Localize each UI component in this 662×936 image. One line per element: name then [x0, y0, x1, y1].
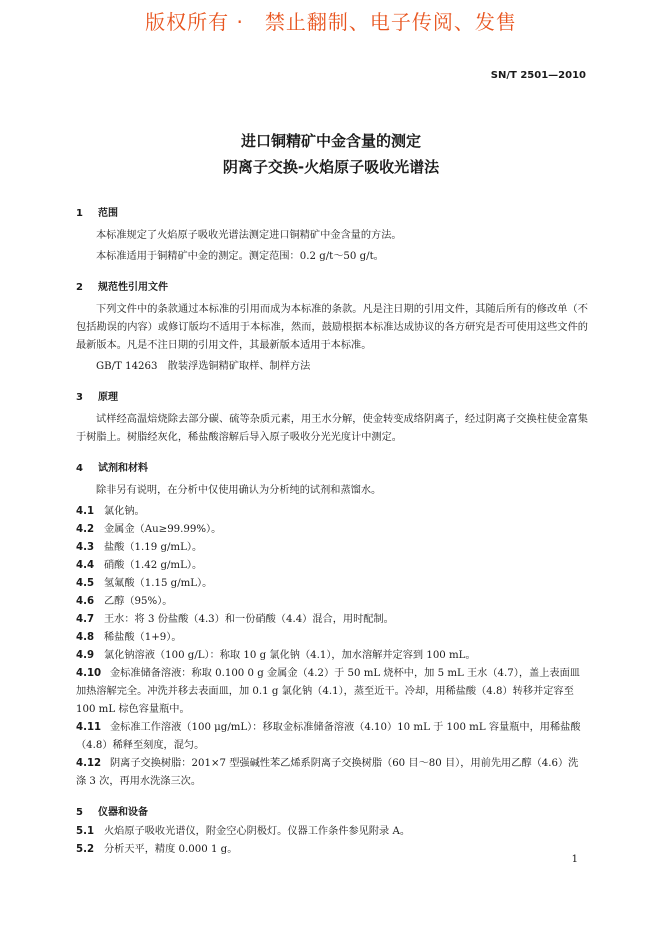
item-number: 4.12 — [76, 758, 102, 769]
list-item — [76, 647, 588, 665]
item-text: 金标准储备溶液：称取 0.100 0 g 金属金（4.2）于 50 mL 烧杯中，加 5 mL 王水（4.7），盖上表面皿加热溶解完全。冲洗并移去表面皿，加 0.1 g 氯化钠（4.1），蒸至近干。冷却，用稀盐酸（4.8）转移并定容至 100 mL 棕色容量瓶中。 — [76, 668, 580, 715]
item-number: 4.9 — [76, 650, 95, 661]
list-item — [76, 557, 588, 575]
section-title: 试剂和材料 — [98, 463, 148, 474]
item-text: 王水：将 3 份盐酸（4.3）和一份硝酸（4.4）混合，用时配制。 — [104, 614, 394, 625]
item-number: 4.1 — [76, 506, 95, 517]
page-number: 1 — [571, 854, 578, 865]
section-title: 仪器和设备 — [98, 807, 148, 818]
paragraph: 试样经高温焙烧除去部分碳、硫等杂质元素，用王水分解，使金转变成络阴离子，经过阴离子交换柱使金富集于树脂上。树脂经灰化，稀盐酸溶解后导入原子吸收分光光度计中测定。 — [76, 414, 588, 443]
list-item — [76, 823, 588, 841]
list-item — [76, 521, 588, 539]
item-text: 金标准工作溶液（100 μg/mL）：移取金标准储备溶液（4.10）10 mL 于 100 mL 容量瓶中，用稀盐酸（4.8）稀释至刻度，混匀。 — [76, 722, 581, 751]
item-number: 4.2 — [76, 524, 95, 535]
item-text: 氢氟酸（1.15 g/mL）。 — [104, 578, 213, 589]
title-line-1: 进口铜精矿中金含量的测定 — [240, 132, 421, 150]
list-item — [76, 611, 588, 629]
section-heading-scope — [76, 204, 588, 224]
section-heading-apparatus — [76, 803, 588, 823]
section-heading-reagents — [76, 459, 588, 479]
section-number: 4 — [76, 463, 83, 474]
list-item — [76, 755, 588, 791]
item-number: 4.7 — [76, 614, 95, 625]
copyright-watermark: 版权所有 · 禁止翻制、电子传阅、发售 — [145, 10, 517, 34]
item-number: 5.2 — [76, 844, 95, 855]
section-number: 5 — [76, 807, 83, 818]
item-text: 稀盐酸（1+9）。 — [104, 632, 182, 643]
list-item — [76, 719, 588, 755]
paragraph: 除非另有说明，在分析中仅使用确认为分析纯的试剂和蒸馏水。 — [96, 485, 382, 496]
section-heading-normative-references — [76, 278, 588, 298]
item-text: 乙醇（95%）。 — [104, 596, 173, 607]
item-text: 分析天平，精度 0.000 1 g。 — [104, 844, 238, 855]
item-number: 4.3 — [76, 542, 95, 553]
list-item — [76, 665, 588, 719]
document-body — [76, 204, 588, 859]
item-text: 阴离子交换树脂：201×7 型强碱性苯乙烯系阴离子交换树脂（60 目～80 目），用前先用乙醇（4.6）洗涤 3 次，再用水洗涤三次。 — [76, 758, 579, 787]
list-item — [76, 841, 588, 859]
section-number: 3 — [76, 392, 83, 403]
item-number: 4.8 — [76, 632, 95, 643]
item-text: 盐酸（1.19 g/mL）。 — [104, 542, 203, 553]
list-item — [76, 575, 588, 593]
list-item — [76, 503, 588, 521]
paragraph: 本标准适用于铜精矿中金的测定。测定范围：0.2 g/t～50 g/t。 — [96, 251, 384, 262]
document-title — [0, 128, 662, 180]
paragraph: 下列文件中的条款通过本标准的引用而成为本标准的条款。凡是注日期的引用文件，其随后所有的修改单（不包括勘误的内容）或修订版均不适用于本标准，然而，鼓励根据本标准达成协议的各方研究是否可使用这些文件的最新版本。凡是不注日期的引用文件，其最新版本适用于本标准。 — [76, 304, 588, 351]
item-number: 4.4 — [76, 560, 95, 571]
section-title: 范围 — [98, 208, 118, 219]
reference-entry: GB/T 14263 散装浮选铜精矿取样、制样方法 — [96, 361, 311, 372]
section-title: 规范性引用文件 — [98, 282, 168, 293]
section-title: 原理 — [98, 392, 118, 403]
item-text: 氯化钠溶液（100 g/L）：称取 10 g 氯化钠（4.1），加水溶解并定容到 100 mL。 — [104, 650, 476, 661]
item-text: 氯化钠。 — [104, 506, 145, 517]
list-item — [76, 629, 588, 647]
standard-code: SN/T 2501—2010 — [490, 70, 586, 81]
item-text: 金属金（Au≥99.99%）。 — [104, 524, 222, 535]
item-number: 4.5 — [76, 578, 95, 589]
list-item — [76, 593, 588, 611]
section-number: 1 — [76, 208, 83, 219]
paragraph: 本标准规定了火焰原子吸收光谱法测定进口铜精矿中金含量的方法。 — [96, 230, 402, 241]
item-number: 4.11 — [76, 722, 102, 733]
section-heading-principle — [76, 388, 588, 408]
item-text: 火焰原子吸收光谱仪，附金空心阴极灯。仪器工作条件参见附录 A。 — [104, 826, 411, 837]
title-line-2: 阴离子交换-火焰原子吸收光谱法 — [222, 158, 440, 176]
section-number: 2 — [76, 282, 83, 293]
item-number: 4.10 — [76, 668, 102, 679]
list-item — [76, 539, 588, 557]
item-number: 5.1 — [76, 826, 95, 837]
item-number: 4.6 — [76, 596, 95, 607]
item-text: 硝酸（1.42 g/mL）。 — [104, 560, 203, 571]
